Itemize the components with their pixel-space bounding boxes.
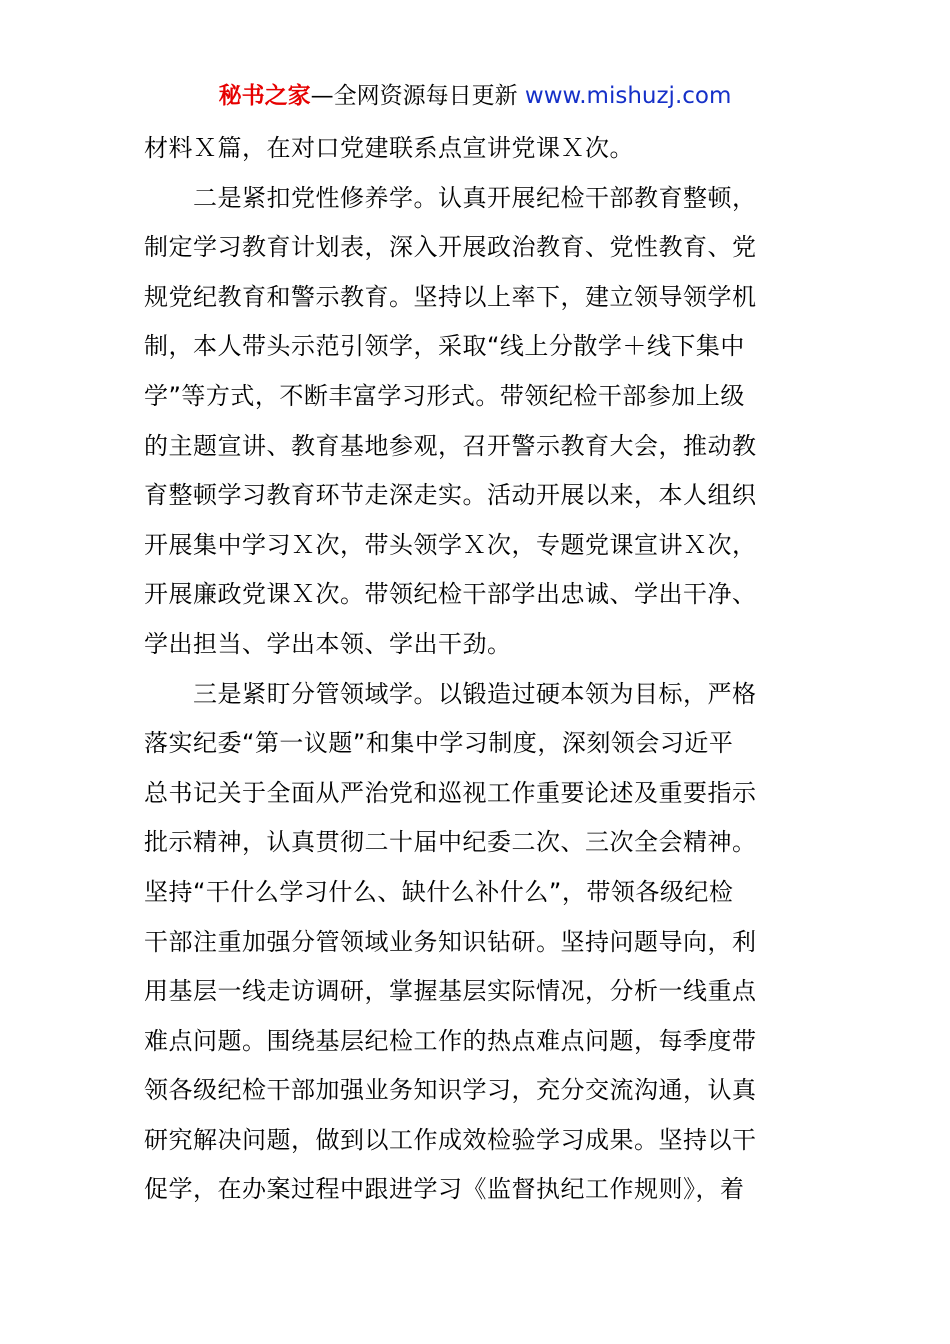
document-body bbox=[144, 124, 824, 1215]
brand-name: 秘书之家 bbox=[218, 83, 311, 109]
text-line: 的主题宣讲、教育基地参观，召开警示教育大会，推动教 bbox=[144, 431, 757, 460]
text-line: 开展集中学习Ｘ次，带头领学Ｘ次，专题党课宣讲Ｘ次， bbox=[144, 530, 757, 559]
text-line: 学出担当、学出本领、学出干劲。 bbox=[144, 629, 512, 658]
text-line: 学”等方式，不断丰富学习形式。带领纪检干部参加上级 bbox=[144, 381, 745, 410]
text-line: 用基层一线走访调研，掌握基层实际情况，分析一线重点 bbox=[144, 977, 757, 1006]
text-line: 难点问题。围绕基层纪检工作的热点难点问题，每季度带 bbox=[144, 1026, 757, 1055]
text-line: 领各级纪检干部加强业务知识学习，充分交流沟通，认真 bbox=[144, 1076, 757, 1105]
text-line: 制定学习教育计划表，深入开展政治教育、党性教育、党 bbox=[144, 233, 757, 262]
text-line: 干部注重加强分管领域业务知识钻研。坚持问题导向，利 bbox=[144, 927, 757, 956]
text-line: 研究解决问题，做到以工作成效检验学习成果。坚持以干 bbox=[144, 1125, 757, 1154]
text-line: 促学，在办案过程中跟进学习《监督执纪工作规则》，着 bbox=[144, 1175, 745, 1204]
text-line: 落实纪委“第一议题”和集中学习制度，深刻领会习近平 bbox=[144, 729, 734, 758]
text-line: 规党纪教育和警示教育。坚持以上率下，建立领导领学机 bbox=[144, 282, 757, 311]
text-line: 材料Ｘ篇，在对口党建联系点宣讲党课Ｘ次。 bbox=[144, 134, 634, 162]
text-line: 坚持“干什么学习什么、缺什么补什么”，带领各级纪检 bbox=[144, 877, 734, 906]
text-line: 育整顿学习教育环节走深走实。活动开展以来，本人组织 bbox=[144, 481, 757, 510]
site-url-link[interactable]: www.mishuzj.com bbox=[524, 83, 732, 109]
text-line: 总书记关于全面从严治党和巡视工作重要论述及重要指示 bbox=[144, 778, 757, 807]
text-line: 批示精神，认真贯彻二十届中纪委二次、三次全会精神。 bbox=[144, 828, 757, 857]
text-line: 制，本人带头示范引领学，采取“线上分散学＋线下集中 bbox=[144, 332, 745, 361]
header-tagline: —全网资源每日更新 bbox=[310, 83, 518, 109]
page-header bbox=[0, 80, 950, 112]
text-line: 开展廉政党课Ｘ次。带领纪检干部学出忠诚、学出干净、 bbox=[144, 580, 757, 609]
text-line: 三是紧盯分管领域学。以锻造过硬本领为目标，严格 bbox=[144, 679, 757, 708]
text-line: 二是紧扣党性修养学。认真开展纪检干部教育整顿， bbox=[144, 183, 757, 212]
